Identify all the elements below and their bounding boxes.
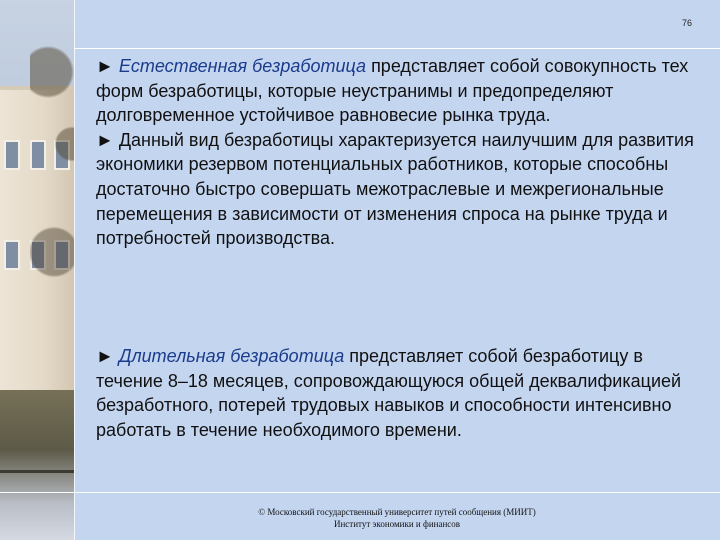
characteristic-text: Данный вид безработицы характеризуется наилучшим для развития экономики резервом потенциальных работников, которые способны достаточно быстро совершать межотраслевые и межрегиональные перемещения в зависимости от изменения спроса на рынке труда и потребностей производства. <box>96 129 694 249</box>
paragraph-natural-unemployment <box>96 54 706 251</box>
bullet-arrow-icon: ► <box>96 129 114 150</box>
ground <box>0 390 74 540</box>
fence-rail <box>0 470 74 473</box>
footer-institute: Институт экономики и финансов <box>333 519 461 529</box>
footer <box>74 506 720 530</box>
building-window <box>4 240 20 270</box>
bullet-arrow-icon: ► <box>96 56 114 76</box>
building-window <box>4 140 20 170</box>
footer-divider <box>0 492 720 493</box>
panel-divider-vertical <box>74 0 75 540</box>
paragraph-long-term-unemployment <box>96 344 706 442</box>
term-long-term-unemployment: Длительная безработица <box>118 346 345 366</box>
footer-copyright: © Московский государственный университет путей сообщения (МИИТ) <box>258 507 536 517</box>
background-photo <box>0 0 74 540</box>
header-divider <box>74 48 720 49</box>
bullet-arrow-icon: ► <box>96 346 114 366</box>
definition-text: представляет собой безработицу в течение 8–18 месяцев, сопровождающуюся общей деквалификацией безработного, потерей трудовых навыков и способности интенсивно работать в течение необходимого времени. <box>96 346 682 440</box>
definition-text: представляет собой совокупность тех форм безработицы, которые неустранимы и предопределяют долговременное устойчивое равновесие рынка труда. <box>96 56 689 126</box>
page-number: 76 <box>681 18 692 28</box>
tree-branches <box>30 0 74 360</box>
term-natural-unemployment: Естественная безработица <box>118 56 367 76</box>
